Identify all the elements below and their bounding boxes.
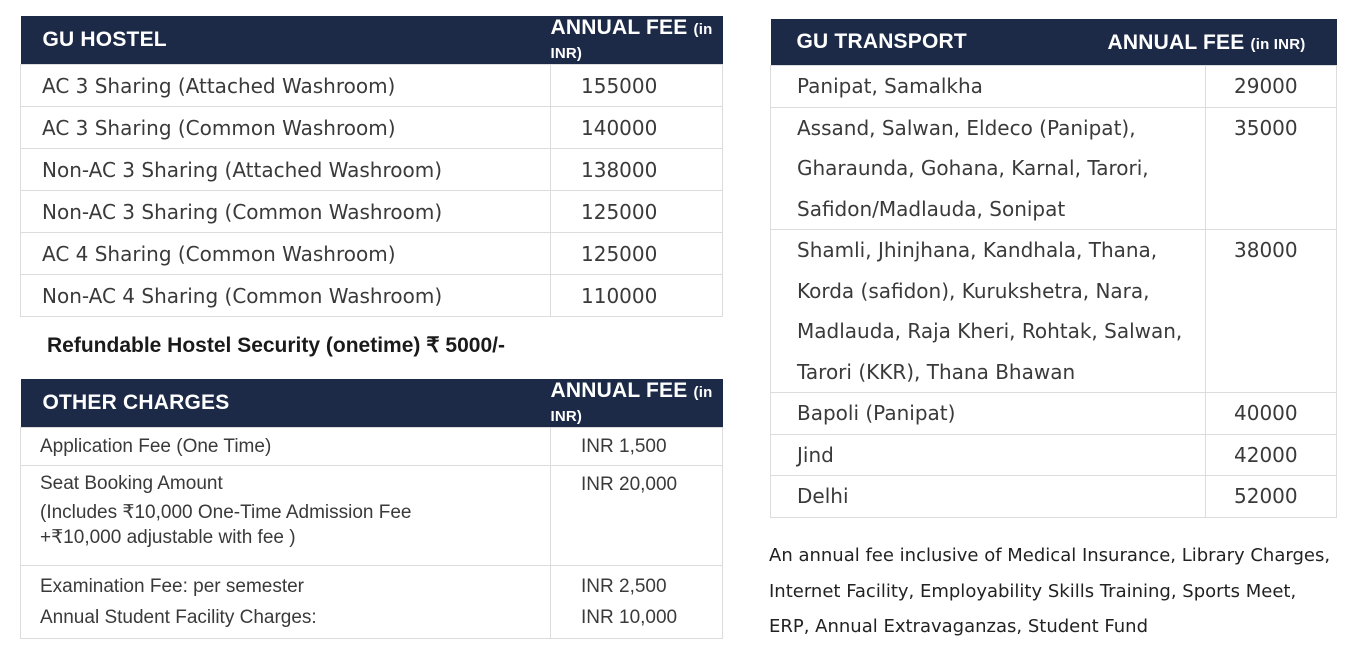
transport-route	[771, 66, 1206, 108]
charge-label-line: Application Fee (One Time)	[40, 435, 272, 457]
hostel-room-type: Non-AC 3 Sharing (Attached Washroom)	[21, 149, 551, 191]
charge-label	[21, 428, 551, 466]
other-charges-header-title: OTHER CHARGES	[21, 379, 551, 428]
transport-route-line: Bapoli (Panipat)	[797, 401, 956, 425]
transport-route	[771, 476, 1206, 518]
table-row	[21, 466, 723, 566]
hostel-room-fee: 140000	[551, 107, 723, 149]
transport-fee: 42000	[1206, 434, 1337, 476]
transport-route-line: Gharaunda, Gohana, Karnal, Tarori,	[797, 156, 1149, 180]
transport-route-line: Korda (safidon), Kurukshetra, Nara,	[797, 278, 1150, 303]
hostel-room-fee: 138000	[551, 149, 723, 191]
table-row	[21, 149, 723, 191]
transport-header-fee-wrap	[1108, 31, 1306, 55]
transport-header-title: GU TRANSPORT	[771, 19, 1206, 66]
transport-route-line: Panipat, Samalkha	[797, 74, 983, 98]
charge-fee-line: INR 20,000	[581, 474, 678, 495]
charge-label-line: Examination Fee: per semester	[40, 576, 305, 597]
hostel-room-type: AC 4 Sharing (Common Washroom)	[21, 233, 551, 275]
hostel-room-fee: 125000	[551, 191, 723, 233]
table-row	[21, 275, 723, 317]
charge-label-line: Annual Student Facility Charges:	[40, 607, 317, 628]
transport-header-row	[771, 19, 1337, 66]
other-charges-header-fee	[551, 379, 723, 428]
other-charges-header-fee-label: ANNUAL FEE	[550, 379, 688, 402]
charge-fee	[551, 466, 723, 566]
transport-route-line: Assand, Salwan, Eldeco (Panipat),	[797, 115, 1136, 140]
transport-route-line: Madlauda, Raja Kheri, Rohtak, Salwan,	[797, 319, 1183, 343]
hostel-header-title: GU HOSTEL	[21, 16, 551, 65]
charge-label	[21, 566, 551, 639]
transport-header-fee	[1107, 19, 1337, 66]
hostel-room-fee: 155000	[551, 65, 723, 107]
table-row	[771, 393, 1337, 435]
transport-fee: 40000	[1206, 393, 1337, 435]
other-charges-header-fee-unit: (in INR)	[550, 384, 713, 425]
transport-route-line: Tarori (KKR), Thana Bhawan	[797, 359, 1076, 384]
hostel-header-fee-unit: (in INR)	[550, 21, 713, 62]
charge-fee	[551, 428, 723, 466]
transport-note-line: Internet Facility, Employability Skills Training, Sports Meet,	[769, 580, 1297, 602]
transport-note-line: An annual fee inclusive of Medical Insurance, Library Charges,	[769, 545, 1331, 566]
table-row	[21, 65, 723, 107]
table-row	[21, 566, 723, 639]
transport-route-line: Safidon/Madlauda, Sonipat	[797, 196, 1066, 221]
table-row	[771, 434, 1337, 476]
transport-fee: 52000	[1206, 476, 1337, 518]
table-row	[21, 233, 723, 275]
hostel-room-fee: 125000	[551, 233, 723, 275]
transport-route-line: Jind	[797, 442, 834, 467]
charge-label-line: Seat Booking Amount	[40, 473, 223, 494]
transport-header-fee-label: ANNUAL FEE	[1107, 31, 1245, 54]
transport-route	[771, 107, 1206, 230]
transport-inclusion-note	[769, 538, 1349, 645]
table-row	[771, 476, 1337, 518]
hostel-security-note: Refundable Hostel Security (onetime) ₹ 5000/-	[47, 334, 505, 357]
charge-fee-line: INR 2,500	[581, 576, 667, 597]
transport-route-line: Delhi	[797, 484, 849, 508]
other-charges-table	[20, 379, 723, 639]
table-row	[21, 191, 723, 233]
hostel-fee-table	[20, 16, 723, 317]
hostel-room-type: AC 3 Sharing (Attached Washroom)	[21, 65, 551, 107]
transport-route-line: Shamli, Jhinjhana, Kandhala, Thana,	[797, 238, 1158, 262]
table-row	[21, 107, 723, 149]
other-charges-header-row	[21, 379, 723, 428]
transport-route	[771, 393, 1206, 435]
charge-fee-line: INR 10,000	[581, 607, 678, 628]
transport-note-line: ERP, Annual Extravaganzas, Student Fund	[769, 616, 1149, 637]
hostel-room-type: Non-AC 3 Sharing (Common Washroom)	[21, 191, 551, 233]
charge-label-line: (Includes ₹10,000 One-Time Admission Fee	[40, 502, 412, 523]
table-row	[771, 66, 1337, 108]
charge-fee	[551, 566, 723, 639]
charge-label	[21, 466, 551, 566]
transport-fee: 29000	[1206, 66, 1337, 108]
hostel-room-type: AC 3 Sharing (Common Washroom)	[21, 107, 551, 149]
hostel-header-fee	[551, 16, 723, 65]
hostel-room-fee: 110000	[551, 275, 723, 317]
transport-header-fee-unit: (in INR)	[1250, 36, 1306, 53]
charge-fee-line: INR 1,500	[581, 435, 667, 457]
transport-route	[771, 230, 1206, 393]
transport-route	[771, 434, 1206, 476]
hostel-header-fee-label: ANNUAL FEE	[550, 16, 688, 39]
table-row	[771, 107, 1337, 230]
charge-label-line: +₹10,000 adjustable with fee )	[40, 527, 296, 548]
table-row	[771, 230, 1337, 393]
transport-fee: 38000	[1206, 230, 1337, 393]
hostel-header-row	[21, 16, 723, 65]
transport-fee-table	[770, 19, 1337, 518]
hostel-room-type: Non-AC 4 Sharing (Common Washroom)	[21, 275, 551, 317]
transport-fee: 35000	[1206, 107, 1337, 230]
table-row	[21, 428, 723, 466]
